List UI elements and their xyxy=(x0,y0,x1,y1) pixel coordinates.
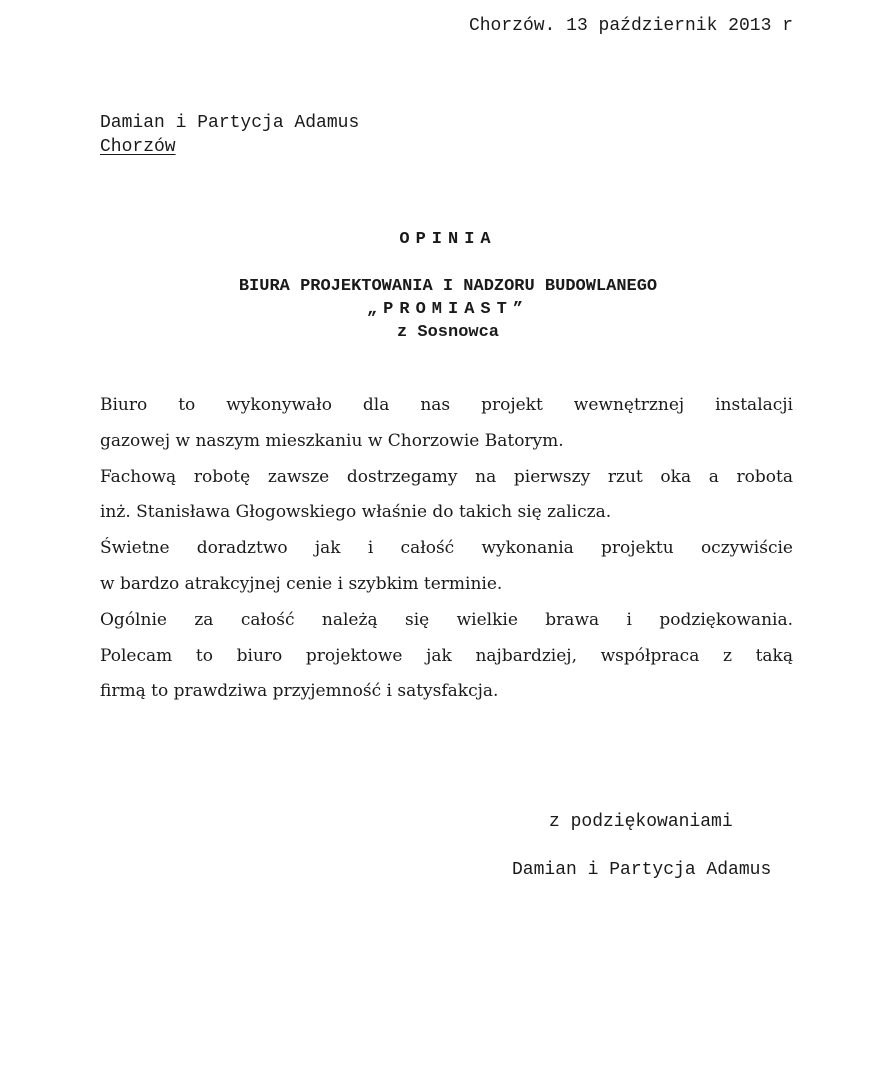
document-title: OPINIA xyxy=(399,230,497,249)
letter-body xyxy=(100,388,793,710)
body-line: inż. Stanisława Głogowskiego właśnie do takich się zalicza. xyxy=(100,502,612,523)
date-line: Chorzów. 13 październik 2013 r xyxy=(468,16,793,36)
subtitle-line-1: BIURA PROJEKTOWANIA I NADZORU BUDOWLANEGO xyxy=(238,277,658,296)
signature: Damian i Partycja Adamus xyxy=(512,860,772,880)
subtitle-line-3: z Sosnowca xyxy=(396,323,500,342)
body-line: Biuro to wykonywało dla nas projekt wewnętrznej instalacji xyxy=(100,395,793,415)
recipient-block xyxy=(100,111,359,159)
body-line: Świetne doradztwo jak i całość wykonania projektu oczywiście xyxy=(100,538,793,559)
body-line: Ogólnie za całość należą się wielkie brawa i podziękowania. xyxy=(100,609,793,630)
body-line: gazowej w naszym mieszkaniu w Chorzowie Batorym. xyxy=(100,430,564,451)
document-subtitle xyxy=(0,275,882,344)
body-line: w bardzo atrakcyjnej cenie i szybkim terminie. xyxy=(100,573,503,594)
recipient-name: Damian i Partycja Adamus xyxy=(100,113,360,133)
recipient-city: Chorzów xyxy=(100,137,176,157)
body-line: firmą to prawdziwa przyjemność i satysfakcja. xyxy=(100,681,499,702)
closing-phrase: z podziękowaniami xyxy=(549,812,733,832)
body-line: Fachową robotę zawsze dostrzegamy na pierwszy rzut oka a robota xyxy=(100,466,793,487)
company-name: „PROMIAST” xyxy=(366,300,530,319)
body-line: Polecam to biuro projektowe jak najbardziej, współpraca z taką xyxy=(100,645,793,666)
